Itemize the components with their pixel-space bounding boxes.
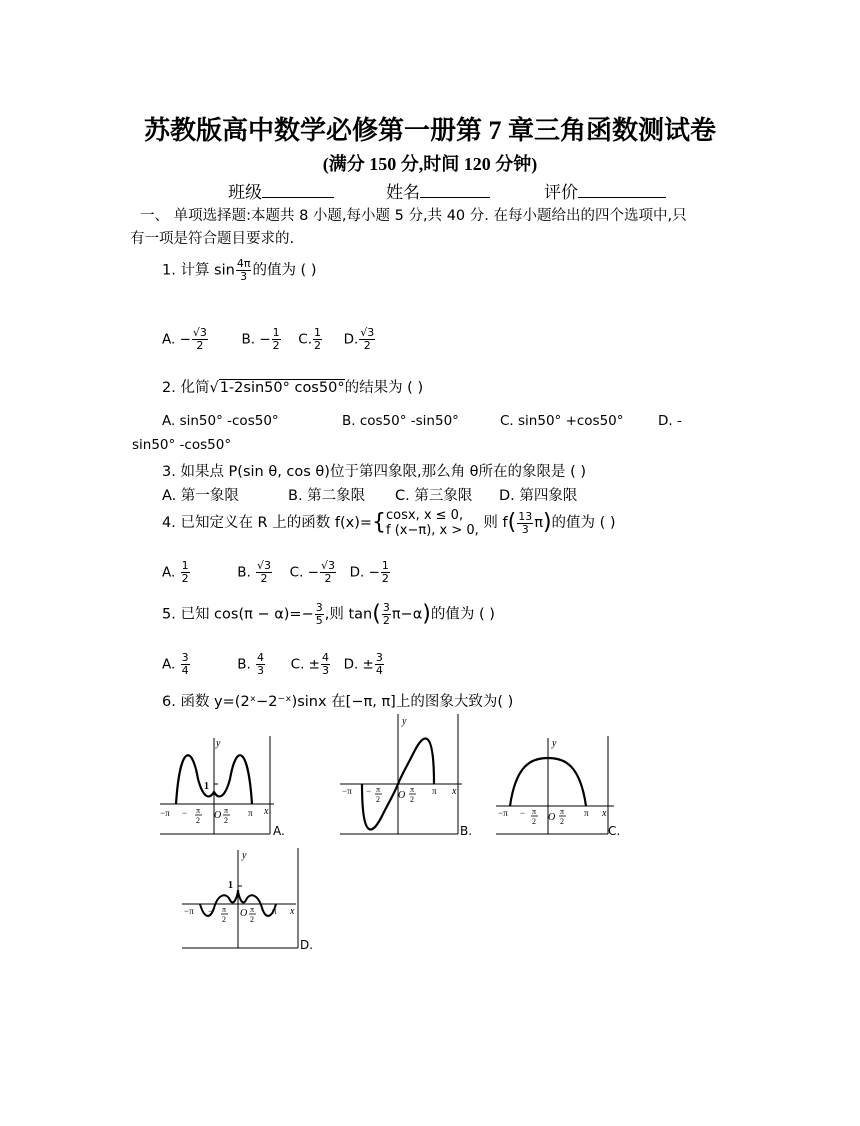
graph-c: [496, 734, 621, 838]
svg-text:2: 2: [250, 915, 254, 924]
q2-opt-d: D. -: [658, 413, 682, 429]
q4-opt-b-label: B.: [237, 564, 251, 581]
graph-d-neg-pi: −π: [184, 906, 194, 916]
svg-text:2: 2: [560, 817, 564, 826]
q2-prefix: 2. 化简: [162, 380, 210, 396]
graph-a-y-label: y: [216, 738, 221, 749]
page-subtitle: (满分 150 分,时间 120 分钟): [322, 154, 538, 174]
q3-opt-a: A. 第一象限: [162, 488, 239, 504]
svg-text:−: −: [366, 786, 372, 796]
graph-c-neg-half-pi: π: [532, 807, 537, 816]
section-line-1: 一、 单项选择题:本题共 8 小题,每小题 5 分,共 40 分. 在每小题给出的四个选项中,只: [140, 208, 687, 224]
q1-frac-num: 4π: [236, 257, 251, 270]
svg-text:2: 2: [196, 816, 200, 825]
svg-text:−: −: [520, 808, 526, 818]
svg-text:2: 2: [410, 795, 414, 804]
graph-c-neg-pi: −π: [498, 808, 508, 818]
page-title: 苏教版高中数学必修第一册第 7 章三角函数测试卷: [143, 116, 716, 145]
graph-a-x-label: x: [264, 806, 269, 817]
q4-a-den: 2: [181, 572, 189, 585]
q2-opt-a: A. sin50° -cos50°: [162, 413, 279, 429]
graph-d-origin: O: [240, 908, 248, 919]
q5-suffix: 的值为 ( ): [430, 606, 495, 623]
q4-b-den: 2: [260, 572, 268, 585]
q5-opt-b-label: B.: [237, 656, 251, 673]
graph-d-half-pi: π: [250, 905, 255, 914]
q5-d-den: 4: [375, 664, 383, 677]
question-1: [162, 258, 317, 283]
svg-text:2: 2: [376, 795, 380, 804]
q5-f1-den: 5: [315, 614, 323, 627]
eval-label: 评价: [544, 183, 578, 203]
q1-b-den: 2: [272, 339, 280, 352]
graph-b-half-pi: π: [410, 785, 415, 794]
graph-d-neg-half-pi: π: [222, 905, 227, 914]
q5-b-den: 3: [257, 664, 265, 677]
q3-opt-b: B. 第二象限: [288, 488, 366, 504]
graph-c-x-label: x: [602, 808, 607, 819]
q1-d-den: 2: [363, 339, 371, 352]
graph-a-label: A.: [273, 824, 285, 838]
name-field: [386, 178, 490, 203]
q1-opt-a-label: A. −: [162, 331, 191, 348]
class-label: 班级: [228, 183, 262, 203]
graph-c-label: C.: [608, 824, 621, 838]
class-field: [228, 178, 334, 203]
q4-opt-c-label: C. −: [289, 564, 319, 581]
q1-a-den: 2: [196, 339, 204, 352]
q2-radicand: 1-2sin50° cos50°: [219, 380, 345, 396]
graph-a-half-pi: π: [224, 806, 229, 815]
q4-mid: 则 f: [478, 515, 508, 531]
section-line-2: 有一项是符合题目要求的.: [130, 231, 295, 247]
q4-opt-d-label: D. −: [349, 564, 380, 581]
q1-opt-b-label: B. −: [241, 331, 271, 348]
q3-opt-c: C. 第三象限: [395, 488, 473, 504]
graph-b-x-label: x: [452, 786, 457, 797]
graph-d-pi: π: [272, 906, 277, 916]
name-label: 姓名: [386, 183, 420, 203]
question-5: 5. 已知 cos(π − α)=− $\frac{3}{5}$ ,则 tan( $\frac{3}{2}$ π−α)的值为 ( ): [162, 601, 495, 627]
q4-frac-num: 13: [518, 509, 533, 523]
graph-a-origin: O: [214, 810, 222, 821]
q1-c-den: 2: [313, 339, 321, 352]
question-4: 4. 已知定义在 R 上的函数 f(x)={ cosx, x ≤ 0, f (x−π), x > 0, 则 f( $\frac{13}{3}$ π)的值为 ( ): [162, 508, 616, 538]
section-instructions: [130, 205, 740, 251]
question-6: 6. 函数 y=(2ˣ−2⁻ˣ)sinx 在[−π, π]上的图象大致为( ): [162, 694, 514, 710]
q1-prefix: 1. 计算 sin: [162, 262, 235, 279]
graph-d-y-label: y: [242, 850, 247, 861]
eval-blank[interactable]: [578, 181, 666, 198]
q4-c-den: 2: [324, 572, 332, 585]
q2-opt-b: B. cos50° -sin50°: [342, 413, 459, 429]
q1-options: [162, 327, 376, 352]
q5-mid: ,则 tan: [324, 606, 373, 623]
q5-d-num: 3: [375, 651, 383, 664]
graph-a-neg-pi: −π: [160, 808, 170, 818]
q4-b-num: √3: [257, 559, 272, 572]
graph-a-pi: π: [248, 808, 253, 818]
q1-c-num: 1: [313, 326, 321, 339]
q4-a-num: 1: [181, 559, 189, 572]
graph-c-origin: O: [548, 812, 556, 823]
q5-f1-num: 3: [315, 601, 323, 614]
q5-opt-d-label: D. ±: [343, 656, 374, 673]
svg-text:−: −: [208, 906, 214, 916]
q5-prefix: 5. 已知 cos(π − α)=−: [162, 606, 314, 623]
q5-c-den: 3: [321, 664, 329, 677]
graph-a-one: 1: [204, 781, 209, 792]
q4-frac-den: 3: [521, 522, 529, 536]
q5-b-num: 4: [257, 651, 265, 664]
q4-pi: π: [534, 515, 543, 531]
q1-d-num: √3: [360, 326, 375, 339]
q4-d-den: 2: [381, 572, 389, 585]
q3-opt-d: D. 第四象限: [499, 488, 578, 504]
q4-opt-a-label: A.: [162, 564, 176, 581]
q1-suffix: 的值为 ( ): [252, 262, 317, 279]
graph-c-pi: π: [584, 808, 589, 818]
q5-a-den: 4: [181, 664, 189, 677]
question-2: 2. 化简√1-2sin50° cos50°的结果为 ( ): [162, 380, 424, 396]
q4-case-1: cosx, x ≤ 0,: [386, 508, 464, 523]
graph-d-label: D.: [300, 938, 314, 952]
q1-a-num: √3: [192, 326, 207, 339]
q5-f2-den: 2: [382, 614, 390, 627]
graph-c-half-pi: π: [560, 807, 565, 816]
q4-options: [162, 560, 391, 585]
q1-opt-d-label: D.: [343, 331, 359, 348]
question-3: 3. 如果点 P(sin θ, cos θ)位于第四象限,那么角 θ所在的象限是 ( ): [162, 464, 587, 480]
q5-tail: π−α: [391, 606, 423, 623]
graph-a-neg-half-pi: π: [196, 806, 201, 815]
graph-d-x-label: x: [290, 906, 295, 917]
graph-d-one: 1: [228, 880, 233, 891]
svg-text:−: −: [182, 808, 188, 818]
q1-b-num: 1: [272, 326, 280, 339]
q4-suffix: 的值为 ( ): [551, 515, 616, 531]
eval-field: [544, 178, 666, 203]
q2-opt-c: C. sin50° +cos50°: [500, 413, 624, 429]
graph-b: [340, 712, 473, 838]
graph-b-origin: O: [398, 790, 406, 801]
q4-case-2: f (x−π), x > 0,: [386, 523, 479, 538]
q2-opt-d-cont: sin50° -cos50°: [132, 437, 232, 453]
svg-text:2: 2: [224, 816, 228, 825]
graph-b-pi: π: [432, 786, 437, 796]
q2-suffix: 的结果为 ( ): [344, 380, 424, 396]
svg-text:2: 2: [532, 817, 536, 826]
graph-b-neg-half-pi: π: [376, 785, 381, 794]
graph-b-label: B.: [460, 824, 473, 838]
q4-d-num: 1: [381, 559, 389, 572]
q5-opt-c-label: C. ±: [290, 656, 320, 673]
q5-opt-a-label: A.: [162, 656, 176, 673]
class-blank[interactable]: [262, 181, 334, 198]
svg-text:2: 2: [222, 915, 226, 924]
name-blank[interactable]: [420, 181, 490, 198]
q1-frac-den: 3: [240, 270, 248, 283]
graph-d: [182, 846, 304, 950]
q5-a-num: 3: [181, 651, 189, 664]
graph-a: [160, 734, 290, 838]
q1-opt-c-label: C.: [298, 331, 312, 348]
q5-f2-num: 3: [382, 601, 390, 614]
graph-b-y-label: y: [402, 716, 407, 727]
graph-c-y-label: y: [552, 738, 557, 749]
q5-options: [162, 652, 385, 677]
graph-b-neg-pi: −π: [342, 786, 352, 796]
q4-c-num: √3: [320, 559, 335, 572]
q4-prefix: 4. 已知定义在 R 上的函数 f(x)=: [162, 515, 372, 531]
q5-c-num: 4: [321, 651, 329, 664]
